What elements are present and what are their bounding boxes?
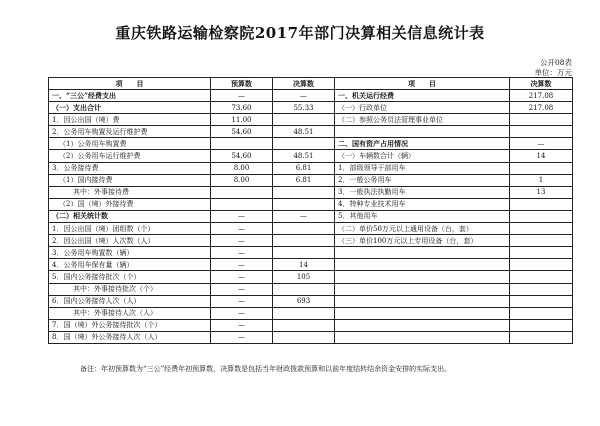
final-cell (273, 223, 335, 235)
right-final-cell (510, 210, 573, 222)
left-item-cell: 5．国内公务接待批次（个） (49, 271, 211, 283)
right-final-cell: 217.08 (510, 90, 573, 102)
right-final-cell: 217.08 (510, 102, 573, 114)
final-cell: 693 (273, 295, 335, 307)
final-cell: 6.81 (273, 174, 335, 186)
right-item-cell: 2．一般公务用车 (335, 174, 510, 186)
form-code: 公开08表 (539, 58, 572, 67)
left-item-cell: 1．因公出国（境）费 (49, 114, 211, 126)
final-cell (273, 307, 335, 319)
right-item-cell: （一）行政单位 (335, 102, 510, 114)
budget-cell: — (211, 235, 273, 247)
budget-cell: 8.00 (211, 174, 273, 186)
left-item-cell: 3．公务接待费 (49, 162, 211, 174)
right-final-cell (510, 247, 573, 259)
budget-cell (211, 198, 273, 210)
final-cell: 48.51 (273, 126, 335, 138)
left-item-cell: （一）支出合计 (49, 102, 211, 114)
table-row (49, 174, 573, 186)
left-item-cell: 其中：外事接待批次（个） (49, 283, 211, 295)
right-final-cell (510, 235, 573, 247)
right-final-cell (510, 331, 573, 343)
budget-cell: 73.60 (211, 102, 273, 114)
left-item-cell: （二）相关统计数 (49, 210, 211, 222)
budget-cell: 8.00 (211, 162, 273, 174)
final-cell: 48.51 (273, 150, 335, 162)
right-final-cell (510, 114, 573, 126)
left-item-cell: （2）国（境）外接待费 (49, 198, 211, 210)
right-item-cell (335, 259, 510, 271)
table-row (49, 247, 573, 259)
table-row (49, 307, 573, 319)
budget-cell: — (211, 283, 273, 295)
final-cell (273, 247, 335, 259)
table-row (49, 319, 573, 331)
left-item-cell: 6．国内公务接待人次（人） (49, 295, 211, 307)
table-row (49, 271, 573, 283)
left-item-cell: 7．国（境）外公务接待批次（个） (49, 319, 211, 331)
right-final-cell (510, 319, 573, 331)
left-item-cell: （1）国内接待费 (49, 174, 211, 186)
final-cell: 105 (273, 271, 335, 283)
budget-cell (211, 138, 273, 150)
header-budget: 预算数 (211, 78, 273, 90)
right-final-cell (510, 295, 573, 307)
right-item-cell: （三）单价100万元以上专用设备（台，套） (335, 235, 510, 247)
table-row (49, 223, 573, 235)
table-row (49, 162, 573, 174)
right-final-cell (510, 198, 573, 210)
table-row (49, 90, 573, 102)
header-final-right: 决算数 (510, 78, 573, 90)
right-final-cell: 14 (510, 150, 573, 162)
right-final-cell (510, 271, 573, 283)
right-final-cell (510, 126, 573, 138)
left-item-cell: 其中：外事接待人次（人） (49, 307, 211, 319)
left-item-cell: 3．公务用车购置数（辆） (49, 247, 211, 259)
budget-cell: 11.00 (211, 114, 273, 126)
left-item-cell: 4．公务用车保有量（辆） (49, 259, 211, 271)
table-row (49, 331, 573, 343)
right-final-cell (510, 283, 573, 295)
budget-cell: — (211, 271, 273, 283)
right-final-cell (510, 259, 573, 271)
right-item-cell: （一）车辆数合计（辆） (335, 150, 510, 162)
final-cell (273, 235, 335, 247)
final-cell (273, 198, 335, 210)
table-row (49, 198, 573, 210)
table-row (49, 186, 573, 198)
right-item-cell: 5．其他用车 (335, 210, 510, 222)
final-cell (273, 331, 335, 343)
right-item-cell: 一、机关运行经费 (335, 90, 510, 102)
final-cell (273, 283, 335, 295)
right-final-cell: 13 (510, 186, 573, 198)
final-cell: 55.33 (273, 102, 335, 114)
right-final-cell (510, 162, 573, 174)
header-item-left: 项 目 (49, 78, 211, 90)
final-cell (273, 138, 335, 150)
right-item-cell (335, 331, 510, 343)
table-row (49, 126, 573, 138)
right-final-cell (510, 223, 573, 235)
budget-cell: — (211, 331, 273, 343)
final-cell: — (273, 90, 335, 102)
right-item-cell: 3．一般执法执勤用车 (335, 186, 510, 198)
right-item-cell (335, 295, 510, 307)
budget-cell: — (211, 247, 273, 259)
right-item-cell: 1．部级领导干部用车 (335, 162, 510, 174)
right-item-cell (335, 247, 510, 259)
final-cell: 14 (273, 259, 335, 271)
right-final-cell: 1 (510, 174, 573, 186)
table-row (49, 114, 573, 126)
table-row (49, 283, 573, 295)
left-item-cell: 一、“三公”经费支出 (49, 90, 211, 102)
budget-cell: 54.60 (211, 150, 273, 162)
right-item-cell (335, 283, 510, 295)
right-final-cell (510, 307, 573, 319)
table-row (49, 138, 573, 150)
budget-cell: 54.60 (211, 126, 273, 138)
unit-label: 单位：万元 (534, 68, 572, 77)
final-cell: 6.81 (273, 162, 335, 174)
right-item-cell: 4．特种专业技术用车 (335, 198, 510, 210)
final-cell (273, 186, 335, 198)
budget-cell: — (211, 259, 273, 271)
table-row (49, 102, 573, 114)
left-item-cell: （2）公务用车运行维护费 (49, 150, 211, 162)
left-item-cell: 其中：外事接待费 (49, 186, 211, 198)
right-item-cell (335, 307, 510, 319)
budget-cell: — (211, 307, 273, 319)
budget-cell: — (211, 319, 273, 331)
left-item-cell: 2．公务用车购置及运行维护费 (49, 126, 211, 138)
right-item-cell (335, 271, 510, 283)
left-item-cell: 8．国（境）外公务接待人次（人） (49, 331, 211, 343)
table-row (49, 259, 573, 271)
table-row (49, 210, 573, 222)
final-cell (273, 319, 335, 331)
budget-cell: — (211, 223, 273, 235)
final-cell (273, 114, 335, 126)
budget-cell: — (211, 210, 273, 222)
right-item-cell (335, 126, 510, 138)
left-item-cell: 2．因公出国（境）人次数（人） (49, 235, 211, 247)
header-item-right: 项 目 (335, 78, 510, 90)
table-row (49, 150, 573, 162)
right-final-cell: — (510, 138, 573, 150)
right-item-cell: 二、国有资产占用情况 (335, 138, 510, 150)
right-item-cell (335, 319, 510, 331)
budget-cell: — (211, 295, 273, 307)
left-item-cell: 1．因公出国（境）团组数（个） (49, 223, 211, 235)
budget-cell: — (211, 90, 273, 102)
left-item-cell: （1）公务用车购置费 (49, 138, 211, 150)
page-title: 重庆铁路运输检察院2017年部门决算相关信息统计表 (115, 24, 485, 42)
header-final: 决算数 (273, 78, 335, 90)
statistics-table (48, 77, 573, 344)
table-row (49, 295, 573, 307)
budget-cell (211, 186, 273, 198)
table-row (49, 235, 573, 247)
right-item-cell: （二）参照公务员法管理事业单位 (335, 114, 510, 126)
table-header-row (49, 78, 573, 90)
right-item-cell: （二）单价50万元以上通用设备（台，套） (335, 223, 510, 235)
final-cell: — (273, 210, 335, 222)
footnote: 备注：年初预算数为“三公”经费年初预算数，决算数是包括当年财政拨款预算和以前年度结转结余资金安排的实际支出。 (80, 365, 452, 373)
